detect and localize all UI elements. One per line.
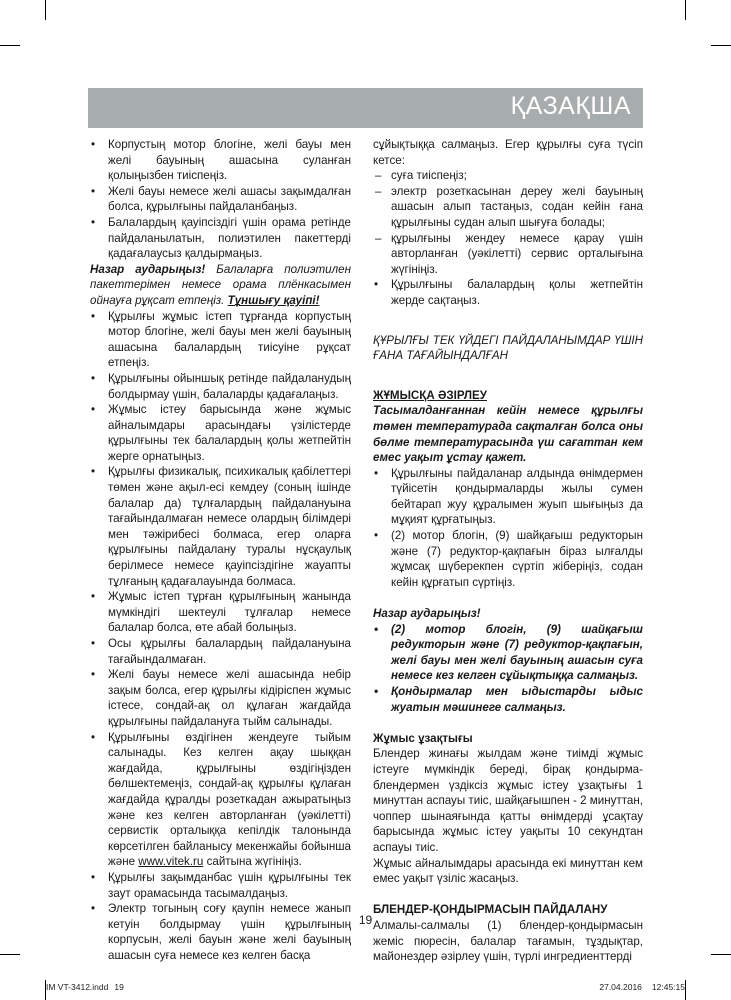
crop-mark bbox=[45, 0, 46, 20]
list-item: • Қондырмалар мен ыдыстарды ыдыс жуатын мәшинеге салмаңыз. bbox=[373, 684, 643, 715]
service-text: Құрылғыны өздігінен жендеуге тыйым салынады. Кез келген ақау шыққан жағдайда, құрылғыны өздігіңізден бөлшектемеңіз, сондай-ақ құрылғы құлаған жағдайда құралды розеткадан ажыратыңыз және кез келген авторланған (уәкілетті) сервистік орталыққа кепілдік талонында көрсетілген байланысу мекенжайы бойынша және bbox=[108, 730, 351, 869]
language-header-bar bbox=[88, 88, 643, 128]
list-item: • Құрылғыны пайдаланар алдында өнімдермен түйісетін қондырмаларды жылы сумен бейтарап жуу құралымен жуып шығыңыз да мұқият құрғатыңыз. bbox=[373, 466, 643, 528]
list-item: • Балалардың қауіпсіздігі үшін орама ретінде пайдаланылатын, полиэтилен пакеттерді қадағалаусыз қалдырмаңыз. bbox=[90, 215, 351, 262]
crop-mark bbox=[685, 980, 686, 1000]
left-column bbox=[90, 137, 351, 963]
list-item: • Электр тогының соғу қаупін немесе жанып кетуін болдырмау үшін құрылғының корпусын, желі бауын және желі бауының ашасын суға немесе кез келген басқа bbox=[90, 901, 351, 963]
print-footer-date bbox=[599, 982, 685, 992]
print-time: 12:45:15 bbox=[651, 982, 685, 992]
list-item: • Құрылғы физикалық, психикалық қабілеттері төмен және ақыл-есі кемдеу (соның ішінде балалар да) тұлғалардың пайдалануына тағайындалмаған немесе олардың білімдері мен тәжірибесі болмаса, егер оларға құрылғыны пайдалану туралы нұсқаулық берілмесе немесе қауіпсіздігіне жауапты тұлғаның қадағалауында болмаса. bbox=[90, 464, 351, 589]
list-item: • Жұмыс істеп тұрған құрылғының жанында мүмкіндігі шектеулі тұлғалар немесе балалар болса, өте абай болыңыз. bbox=[90, 589, 351, 636]
duration-heading: Жұмыс ұзақтығы bbox=[373, 731, 473, 745]
crop-mark bbox=[0, 45, 20, 46]
crop-mark bbox=[711, 954, 731, 955]
household-notice: ҚҰРЫЛҒЫ ТЕК ҮЙДЕГІ ПАЙДАЛАНЫМДАР ҮШІН ҒАНА ТАҒАЙЫНДАЛҒАН bbox=[373, 333, 643, 363]
print-date: 27.04.2016 bbox=[599, 982, 642, 992]
service-tail: сайтына жүгініңіз. bbox=[203, 855, 302, 869]
dash-item: – суға тиіспеңіз; bbox=[373, 168, 643, 184]
safety-list-2 bbox=[90, 309, 351, 964]
right-column bbox=[373, 137, 643, 965]
list-item-service bbox=[90, 730, 351, 870]
blender-text: Алмалы-салмалы (1) блендер-қондырмасын жеміс пюресін, балалар тағамын, тұздықтар, майонездер әзірлеу үшін, түрлі ингредиенттерді bbox=[373, 918, 643, 964]
file-name: IM VT-3412.indd bbox=[46, 982, 109, 992]
store-list bbox=[373, 277, 643, 308]
print-footer-file bbox=[46, 982, 124, 992]
file-page: 19 bbox=[114, 982, 124, 992]
dash-item: – электр розеткасынан дереу желі бауының ашасын алып тастаңыз, содан кейін ғана құрылғыны судан алып шығуға болады; bbox=[373, 184, 643, 231]
list-item: • (2) мотор блогін, (9) шайқағыш редукторын және (7) редуктор-қақпағын, желі бауы мен желі бауының ашасын суға немесе кез келген сұйықтыққа салмаңыз. bbox=[373, 622, 643, 684]
list-item: • Жұмыс істеу барысында және жұмыс айналымдары арасындағы үзілістерде құрылғыны тек балалардың қолы жетпейтін жерге орнатыңыз. bbox=[90, 402, 351, 464]
dash-item: – құрылғыны жендеу немесе қарау үшін авторланған (уәкілетті) сервис орталығына жүгініңіз. bbox=[373, 231, 643, 278]
child-warning bbox=[90, 262, 351, 309]
duration-pause: Жұмыс айналымдары арасында екі минуттан кем емес уақыт үзіліс жасаңыз. bbox=[373, 856, 643, 886]
continued-text: сұйықтыққа салмаңыз. Егер құрылғы суға түсіп кетсе: bbox=[373, 138, 643, 167]
warning-text: Балаларға полиэтилен пакеттерімен немесе орама плёнкасымен ойнауға рұқсат етпеңіз. bbox=[90, 262, 351, 307]
list-item: • Құрылғы жұмыс істеп тұрғанда корпустың мотор блогіне, желі бауы мен желі бауының ашасына балалардың тиісуіне рұқсат етпеңіз. bbox=[90, 309, 351, 371]
list-item: • Желі бауы немесе желі ашасында небір зақым болса, егер құрылғы кідіріспен жұмыс істесе, сондай-ақ ол құлаған жағдайда құрылғыны пайдалануға тыйм салынады. bbox=[90, 667, 351, 729]
safety-list bbox=[90, 137, 351, 262]
water-dash-list bbox=[373, 168, 643, 277]
vitek-link[interactable]: www.vitek.ru bbox=[138, 855, 204, 869]
page-number: 19 bbox=[358, 913, 373, 927]
warning-tail: Тұншығу қауіпі! bbox=[227, 293, 320, 307]
attention-heading: Назар аударыңыз! bbox=[373, 607, 481, 621]
prep-list bbox=[373, 466, 643, 591]
crop-mark bbox=[711, 45, 731, 46]
duration-text: Блендер жинағы жылдам және тиімді жұмыс істеуге мүмкіндік береді, бірақ қондырма-блендермен үздіксіз жұмыс істеу ұзақтығы 1 минуттан аспауы тиіс, шайқағышпен - 2 минуттан, чоппер шынаяғында қатты өнімдерді ұсақтау барысында жұмыс істеу уақыты 10 секундтан аспауы тиіс. bbox=[373, 747, 643, 854]
list-item: • Құрылғыны ойыншық ретінде пайдаланудың болдырмау үшін, балаларды қадағалаңыз. bbox=[90, 371, 351, 402]
list-item: • Құрылғы зақымданбас үшін құрылғыны тек заут орамасында тасымалдаңыз. bbox=[90, 870, 351, 901]
prep-heading: ЖҰМЫСҚА ӘЗІРЛЕУ bbox=[373, 388, 487, 402]
warning-lead: Назар аударыңыз! bbox=[90, 262, 206, 276]
crop-mark bbox=[685, 0, 686, 20]
list-item: • Корпустың мотор блогіне, желі бауы мен желі бауының ашасына суланған қолыңызбен тиіспеңіз. bbox=[90, 137, 351, 184]
list-item: • Осы құрылғы балалардың пайдалануына тағайындалмаған. bbox=[90, 636, 351, 667]
attention-list bbox=[373, 622, 643, 716]
list-item: • Құрылғыны балалардың қолы жетпейтін жерде сақтаңыз. bbox=[373, 277, 643, 308]
blender-heading: БЛЕНДЕР-ҚОНДЫРМАСЫН ПАЙДАЛАНУ bbox=[373, 903, 608, 917]
language-title: ҚАЗАҚША bbox=[510, 92, 631, 120]
prep-intro: Тасымалданғаннан кейін немесе құрылғы төмен температурада сақталған болса оны бөлме температурасында үш сағаттан кем емес уақыт ұстау қажет. bbox=[373, 404, 643, 465]
list-item: • Желі бауы немесе желі ашасы зақымдалған болса, құрылғыны пайдаланбаңыз. bbox=[90, 184, 351, 215]
crop-mark bbox=[0, 954, 20, 955]
list-item: • (2) мотор блогін, (9) шайқағыш редукторын және (7) редуктор-қақпағын біраз ылғалды жұмсақ шүберекпен сүртіп жіберіңіз, содан кейін құрғатып сүртіңіз. bbox=[373, 528, 643, 590]
